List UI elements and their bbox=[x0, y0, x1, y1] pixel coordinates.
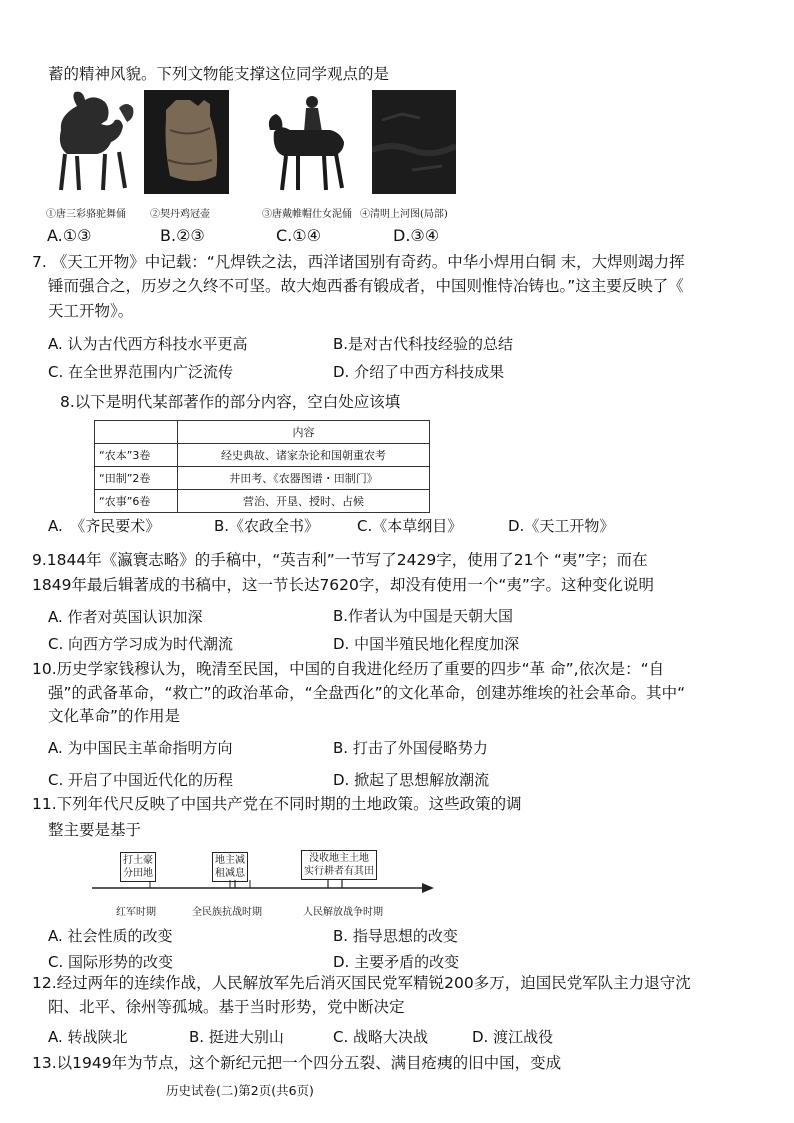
q9-stem-line-2: 1849年最后辑著成的书稿中，这一节长达7620字，却没有使用一个“夷”字。这种变化说明 bbox=[32, 576, 654, 594]
timeline-box-1 bbox=[120, 852, 156, 882]
q6-option-a: A.①③ bbox=[47, 226, 92, 245]
table-header-cell bbox=[95, 421, 178, 444]
q6-caption-3: ③唐戴帷帽仕女泥俑 bbox=[262, 209, 352, 220]
table-header-row bbox=[95, 421, 430, 444]
q7-option-d: D. 介绍了中西方科技成果 bbox=[333, 363, 505, 381]
q12-option-b: B. 挺进大别山 bbox=[189, 1028, 284, 1046]
q8-stem: 8.以下是明代某部著作的部分内容，空白处应该填 bbox=[60, 393, 401, 411]
q12-option-d: D. 渡江战役 bbox=[472, 1028, 554, 1046]
table-cell: “农本”3卷 bbox=[95, 444, 178, 467]
q8-option-d: D.《天工开物》 bbox=[508, 517, 615, 535]
q7-option-b: B.是对古代科技经验的总结 bbox=[333, 335, 514, 353]
q10-option-d: D. 掀起了思想解放潮流 bbox=[333, 771, 490, 789]
q8-table bbox=[94, 420, 430, 513]
q10-option-b: B. 打击了外国侵略势力 bbox=[333, 739, 488, 757]
q6-option-b: B.②③ bbox=[160, 226, 205, 245]
timeline-box-3-line-2: 实行耕者有其田 bbox=[304, 866, 374, 877]
q9-option-b: B.作者认为中国是天朝大国 bbox=[333, 607, 514, 625]
q6-option-d: D.③④ bbox=[393, 226, 440, 245]
q11-option-a: A. 社会性质的改变 bbox=[48, 927, 173, 945]
q12-stem-line-1: 12.经过两年的连续作战，人民解放军先后消灭国民党军精锐200多万，迫国民党军队主力退守沈 bbox=[32, 974, 691, 992]
q6-caption-2: ②契丹鸡冠壶 bbox=[150, 209, 210, 220]
q10-option-a: A. 为中国民主革命指明方向 bbox=[48, 739, 233, 757]
camel-figurine-image bbox=[47, 88, 143, 196]
horse-rider-figurine-image bbox=[266, 92, 348, 196]
timeline-box-3-line-1: 没收地主土地 bbox=[309, 853, 369, 864]
q6-caption-1: ①唐三彩骆驼舞俑 bbox=[46, 209, 126, 220]
table-cell: 井田考、《农器图谱・田制门》 bbox=[178, 467, 430, 490]
q10-stem-line-2: 强”的武备革命，“救亡”的政治革命，“全盘西化”的文化革命，创建苏维埃的社会革命。其中“ bbox=[48, 684, 686, 702]
table-row bbox=[95, 467, 430, 490]
q11-stem-line-1: 11.下列年代尺反映了中国共产党在不同时期的土地政策。这些政策的调 bbox=[32, 795, 522, 813]
q6-stem-tail: 蓄的精神风貌。下列文物能支撑这位同学观点的是 bbox=[48, 65, 390, 83]
table-cell: “田制”2卷 bbox=[95, 467, 178, 490]
q6-caption-4: ④清明上河图(局部) bbox=[360, 209, 448, 220]
timeline-box-3 bbox=[301, 850, 377, 880]
q7-stem-line-3: 天工开物》。 bbox=[48, 302, 134, 320]
qingming-painting-image bbox=[372, 90, 456, 194]
timeline-label-2: 全民族抗战时期 bbox=[192, 907, 262, 918]
q8-option-a: A. 《齐民要术》 bbox=[48, 517, 161, 535]
timeline-box-1-line-2: 分田地 bbox=[123, 868, 153, 879]
q10-stem-line-1: 10.历史学家钱穆认为，晚清至民国，中国的自我进化经历了重要的四步“革 命”,依次是：“自 bbox=[32, 660, 665, 678]
q10-stem-line-3: 文化革命”的作用是 bbox=[48, 707, 181, 725]
q8-option-c: C.《本草纲目》 bbox=[357, 517, 463, 535]
q9-option-c: C. 向西方学习成为时代潮流 bbox=[48, 635, 234, 653]
q11-stem-line-2: 整主要是基于 bbox=[48, 821, 142, 839]
page-footer: 历史试卷(二)第2页(共6页) bbox=[166, 1083, 314, 1098]
q7-option-a: A. 认为古代西方科技水平更高 bbox=[48, 335, 248, 353]
q11-option-b: B. 指导思想的改变 bbox=[333, 927, 458, 945]
timeline-label-3: 人民解放战争时期 bbox=[303, 907, 383, 918]
cockscomb-pot-image bbox=[144, 90, 229, 194]
table-header-cell: 内容 bbox=[178, 421, 430, 444]
table-row bbox=[95, 490, 430, 513]
q6-option-c: C.①④ bbox=[276, 226, 321, 245]
timeline-box-2 bbox=[212, 852, 248, 882]
timeline-box-1-line-1: 打土豪 bbox=[123, 855, 153, 866]
q9-option-d: D. 中国半殖民地化程度加深 bbox=[333, 635, 520, 653]
q7-option-c: C. 在全世界范围内广泛流传 bbox=[48, 363, 234, 381]
q7-stem-line-2: 锤而强合之，历岁之久终不可坚。故大炮西番有锻成者，中国则惟恃冶铸也。”这主要反映了《 bbox=[48, 277, 684, 295]
timeline-box-2-line-1: 地主减 bbox=[215, 855, 245, 866]
table-cell: “农事”6卷 bbox=[95, 490, 178, 513]
q12-option-a: A. 转战陕北 bbox=[48, 1028, 128, 1046]
q9-stem-line-1: 9.1844年《瀛寰志略》的手稿中，“英吉利”一节写了2429字，使用了21个 “夷”字；而在 bbox=[32, 551, 648, 569]
table-row bbox=[95, 444, 430, 467]
timeline-label-1: 红军时期 bbox=[116, 907, 156, 918]
q9-option-a: A. 作者对英国认识加深 bbox=[48, 608, 203, 626]
q12-stem-line-2: 阳、北平、徐州等孤城。基于当时形势，党中断决定 bbox=[48, 998, 405, 1016]
q8-option-b: B.《农政全书》 bbox=[214, 517, 320, 535]
q7-stem-line-1: 7. 《天工开物》中记载：“凡焊铁之法，西洋诸国别有奇药。中华小焊用白铜 末，大焊则竭力挥 bbox=[32, 253, 685, 271]
table-cell: 经史典故、诸家杂论和国朝重农考 bbox=[178, 444, 430, 467]
table-cell: 营治、开垦、授时、占候 bbox=[178, 490, 430, 513]
q11-option-d: D. 主要矛盾的改变 bbox=[333, 953, 460, 971]
timeline-box-2-line-2: 租减息 bbox=[215, 868, 245, 879]
q13-stem: 13.以1949年为节点，这个新纪元把一个四分五裂、满目疮痍的旧中国，变成 bbox=[32, 1054, 562, 1072]
q12-option-c: C. 战略大决战 bbox=[333, 1028, 429, 1046]
q10-option-c: C. 开启了中国近代化的历程 bbox=[48, 771, 234, 789]
q11-option-c: C. 国际形势的改变 bbox=[48, 953, 174, 971]
